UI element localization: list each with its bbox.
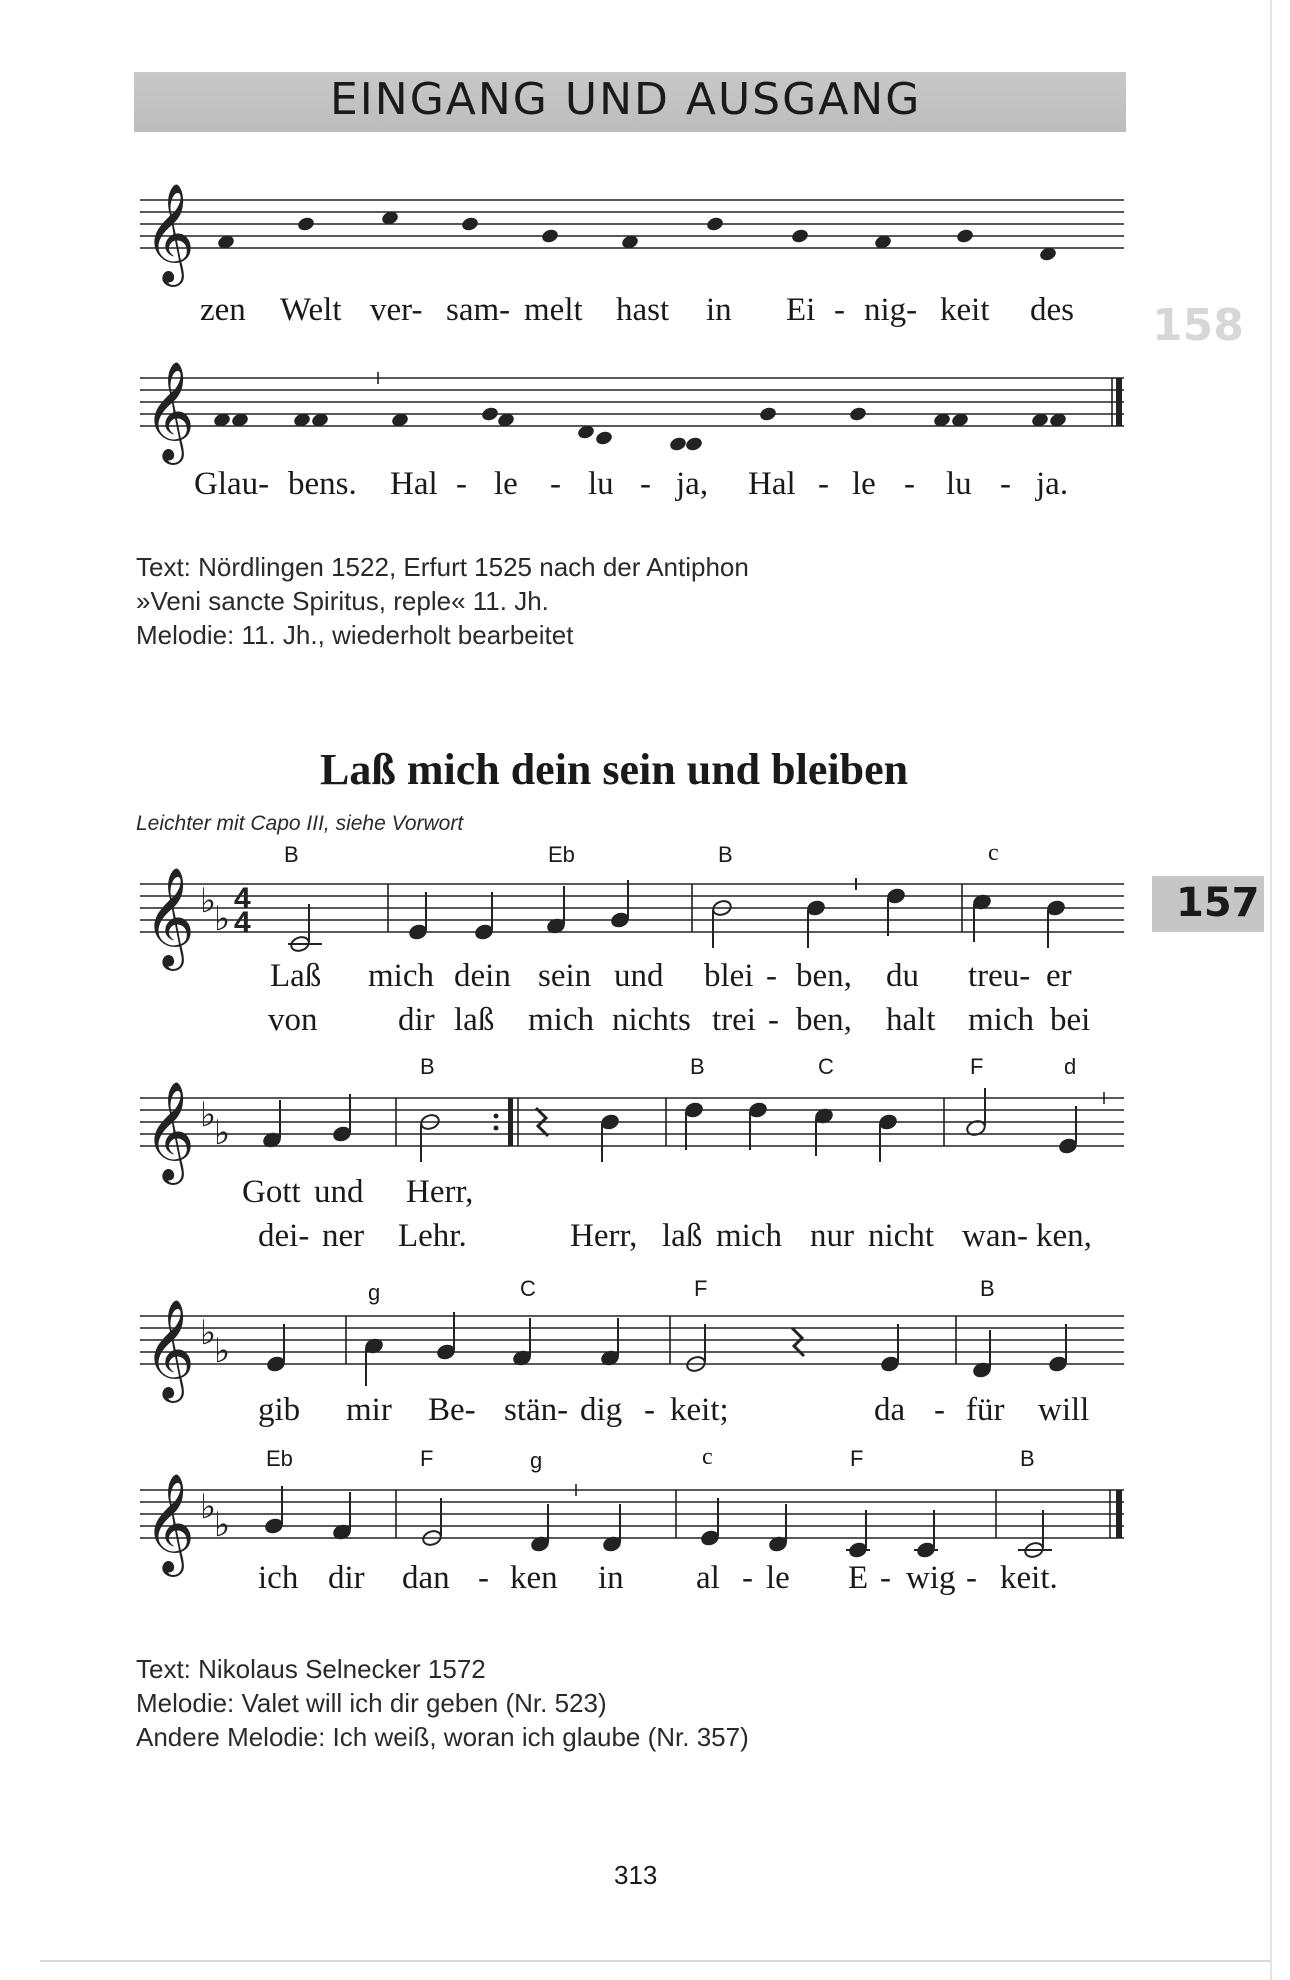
lyric-syllable: Hal bbox=[748, 466, 796, 502]
flat-icon: ♭ bbox=[200, 1313, 217, 1353]
lyric-syllable: treu- bbox=[968, 958, 1031, 994]
lyric-syllable: - bbox=[818, 466, 829, 502]
lyric-syllable: melt bbox=[524, 292, 583, 328]
lyric-syllable: in bbox=[598, 1560, 624, 1596]
chord-symbol: c bbox=[988, 840, 999, 866]
lyric-syllable: mich bbox=[528, 1002, 594, 1038]
lyric-syllable: laß bbox=[454, 1002, 495, 1038]
lyric-syllable: dan bbox=[402, 1560, 450, 1596]
lyric-syllable: Hal bbox=[390, 466, 438, 502]
lyric-syllable: - bbox=[766, 958, 777, 994]
lyric-syllable: keit; bbox=[670, 1392, 729, 1428]
lyric-syllable: - bbox=[1000, 466, 1011, 502]
lyric-syllable: blei bbox=[704, 958, 754, 994]
lyric-syllable: halt bbox=[886, 1002, 936, 1038]
chord-symbol: B bbox=[420, 1054, 435, 1079]
lyric-syllable: ken bbox=[510, 1560, 558, 1596]
lyric-syllable: - bbox=[478, 1560, 489, 1596]
lyric-syllable: Laß bbox=[270, 958, 322, 994]
lyric-syllable: - bbox=[934, 1392, 945, 1428]
treble-clef-icon: 𝄞 bbox=[144, 183, 195, 283]
lyric-syllable: ja, bbox=[676, 466, 709, 502]
credit-line: »Veni sancte Spiritus, reple« 11. Jh. bbox=[136, 586, 549, 616]
lyric-syllable: sein bbox=[538, 958, 592, 994]
lyric-syllable: mich bbox=[968, 1002, 1034, 1038]
lyric-syllable: keit bbox=[940, 292, 990, 328]
lyric-syllable: nig- bbox=[864, 292, 918, 328]
lyric-syllable: dein bbox=[454, 958, 511, 994]
lyric-syllable: in bbox=[706, 292, 732, 328]
credit-line: Text: Nördlingen 1522, Erfurt 1525 nach der Antiphon bbox=[136, 552, 749, 582]
page-bottom-edge bbox=[40, 1960, 1270, 1962]
lyric-syllable: Glau- bbox=[194, 466, 270, 502]
song-staff-2 bbox=[0, 1078, 1290, 1198]
treble-clef-icon: 𝄞 bbox=[144, 1473, 195, 1573]
chord-symbol: C bbox=[818, 1054, 834, 1079]
lyric-syllable: dir bbox=[328, 1560, 365, 1596]
credit-line: Melodie: Valet will ich dir geben (Nr. 523) bbox=[136, 1688, 607, 1718]
lyric-syllable: ich bbox=[258, 1560, 299, 1596]
song-number: 157 bbox=[1176, 880, 1260, 926]
chord-symbol: d bbox=[1064, 1054, 1077, 1079]
lyric-syllable: lu bbox=[946, 466, 972, 502]
lyric-syllable: ja. bbox=[1036, 466, 1069, 502]
chord-symbol: C bbox=[520, 1276, 536, 1301]
prev-staff-1 bbox=[0, 180, 1290, 300]
treble-clef-icon: 𝄞 bbox=[144, 1299, 195, 1399]
lyric-syllable: nicht bbox=[868, 1218, 934, 1254]
prev-staff-2 bbox=[0, 358, 1290, 478]
lyric-syllable: stän- bbox=[504, 1392, 569, 1428]
chord-symbol: F bbox=[850, 1446, 864, 1471]
chord-symbol: B bbox=[690, 1054, 705, 1079]
lyric-syllable: bei bbox=[1050, 1002, 1091, 1038]
section-title: EINGANG UND AUSGANG bbox=[330, 74, 922, 125]
lyric-syllable: Gott bbox=[242, 1174, 301, 1210]
chord-symbol: g bbox=[368, 1280, 381, 1305]
lyric-syllable: nichts bbox=[612, 1002, 691, 1038]
lyric-syllable: le bbox=[852, 466, 876, 502]
lyric-syllable: des bbox=[1030, 292, 1074, 328]
credit-line: Andere Melodie: Ich weiß, woran ich glaube (Nr. 357) bbox=[136, 1722, 749, 1752]
song-title: Laß mich dein sein und bleiben bbox=[320, 745, 909, 794]
lyric-syllable: Ei bbox=[786, 292, 816, 328]
chord-symbol: F bbox=[694, 1276, 708, 1301]
lyric-syllable: Be- bbox=[428, 1392, 476, 1428]
lyric-syllable: ken, bbox=[1036, 1218, 1092, 1254]
lyric-syllable: da bbox=[874, 1392, 906, 1428]
lyric-syllable: ben, bbox=[796, 1002, 852, 1038]
lyric-syllable: Lehr. bbox=[398, 1218, 467, 1254]
lyric-syllable: - bbox=[742, 1560, 753, 1596]
time-signature-top: 4 bbox=[234, 882, 251, 915]
chord-symbol: F bbox=[420, 1446, 434, 1471]
lyric-syllable: mich bbox=[716, 1218, 782, 1254]
credit-line: Text: Nikolaus Selnecker 1572 bbox=[136, 1654, 486, 1684]
flat-icon: ♭ bbox=[200, 1487, 217, 1527]
treble-clef-icon: 𝄞 bbox=[144, 1081, 195, 1181]
lyric-syllable: und bbox=[614, 958, 664, 994]
prev-song-credits bbox=[136, 550, 749, 652]
lyric-syllable: trei bbox=[712, 1002, 756, 1038]
lyric-syllable: E bbox=[848, 1560, 869, 1596]
flat-icon: ♭ bbox=[214, 1331, 231, 1371]
lyric-syllable: wan- bbox=[962, 1218, 1028, 1254]
chord-symbol: F bbox=[970, 1054, 984, 1079]
flat-icon: ♭ bbox=[214, 899, 231, 939]
lyric-syllable: und bbox=[314, 1174, 364, 1210]
lyric-syllable: er bbox=[1046, 958, 1072, 994]
neighbor-song-number: 158 bbox=[1152, 300, 1244, 351]
lyric-syllable: bens. bbox=[288, 466, 357, 502]
lyric-syllable: ner bbox=[322, 1218, 365, 1254]
treble-clef-icon: 𝄞 bbox=[144, 361, 195, 461]
song-staff-4 bbox=[0, 1470, 1290, 1590]
lyric-syllable: - bbox=[966, 1560, 977, 1596]
lyric-syllable: von bbox=[268, 1002, 318, 1038]
lyric-syllable: - bbox=[768, 1002, 779, 1038]
song-instruction: Leichter mit Capo III, siehe Vorwort bbox=[136, 812, 464, 835]
lyric-syllable: - bbox=[904, 466, 915, 502]
lyric-syllable: Herr, bbox=[406, 1174, 474, 1210]
credit-line: Melodie: 11. Jh., wiederholt bearbeitet bbox=[136, 620, 574, 650]
lyric-syllable: für bbox=[966, 1392, 1005, 1428]
lyric-syllable: - bbox=[834, 292, 845, 328]
lyric-syllable: - bbox=[640, 466, 651, 502]
lyric-syllable: le bbox=[494, 466, 518, 502]
lyric-syllable: hast bbox=[616, 292, 670, 328]
lyric-syllable: ben, bbox=[796, 958, 852, 994]
flat-icon: ♭ bbox=[200, 1095, 217, 1135]
lyric-syllable: keit. bbox=[1000, 1560, 1058, 1596]
lyric-syllable: mich bbox=[368, 958, 434, 994]
lyric-syllable: - bbox=[880, 1560, 891, 1596]
flat-icon: ♭ bbox=[214, 1113, 231, 1153]
chord-symbol: c bbox=[702, 1444, 713, 1470]
lyric-syllable: dei- bbox=[258, 1218, 310, 1254]
lyric-syllable: Herr, bbox=[570, 1218, 638, 1254]
chord-symbol: B bbox=[718, 842, 733, 867]
lyric-syllable: nur bbox=[810, 1218, 854, 1254]
lyric-syllable: will bbox=[1038, 1392, 1090, 1428]
chord-symbol: g bbox=[530, 1448, 543, 1473]
lyric-syllable: lu bbox=[588, 466, 614, 502]
time-signature-bottom: 4 bbox=[234, 906, 251, 939]
chord-symbol: Eb bbox=[548, 842, 575, 867]
lyric-syllable: dig bbox=[580, 1392, 623, 1428]
lyric-syllable: mir bbox=[346, 1392, 392, 1428]
lyric-syllable: - bbox=[456, 466, 467, 502]
lyric-syllable: gib bbox=[258, 1392, 301, 1428]
lyric-syllable: - bbox=[550, 466, 561, 502]
lyric-syllable: wig bbox=[906, 1560, 956, 1596]
chord-symbol: Eb bbox=[266, 1446, 293, 1471]
song-credits bbox=[136, 1652, 749, 1754]
lyric-syllable: le bbox=[766, 1560, 790, 1596]
lyric-syllable: - bbox=[644, 1392, 655, 1428]
flat-icon: ♭ bbox=[214, 1505, 231, 1545]
lyric-syllable: ver- bbox=[370, 292, 423, 328]
lyric-syllable: laß bbox=[662, 1218, 703, 1254]
chord-symbol: B bbox=[1020, 1446, 1035, 1471]
page-number: 313 bbox=[614, 1860, 658, 1890]
flat-icon: ♭ bbox=[200, 881, 217, 921]
lyric-syllable: sam- bbox=[446, 292, 511, 328]
lyric-syllable: du bbox=[886, 958, 919, 994]
lyric-syllable: al bbox=[696, 1560, 720, 1596]
chord-symbol: B bbox=[980, 1276, 995, 1301]
lyric-syllable: zen bbox=[200, 292, 246, 328]
lyric-syllable: dir bbox=[398, 1002, 435, 1038]
treble-clef-icon: 𝄞 bbox=[144, 867, 195, 967]
lyric-syllable: Welt bbox=[280, 292, 342, 328]
chord-symbol: B bbox=[284, 842, 299, 867]
